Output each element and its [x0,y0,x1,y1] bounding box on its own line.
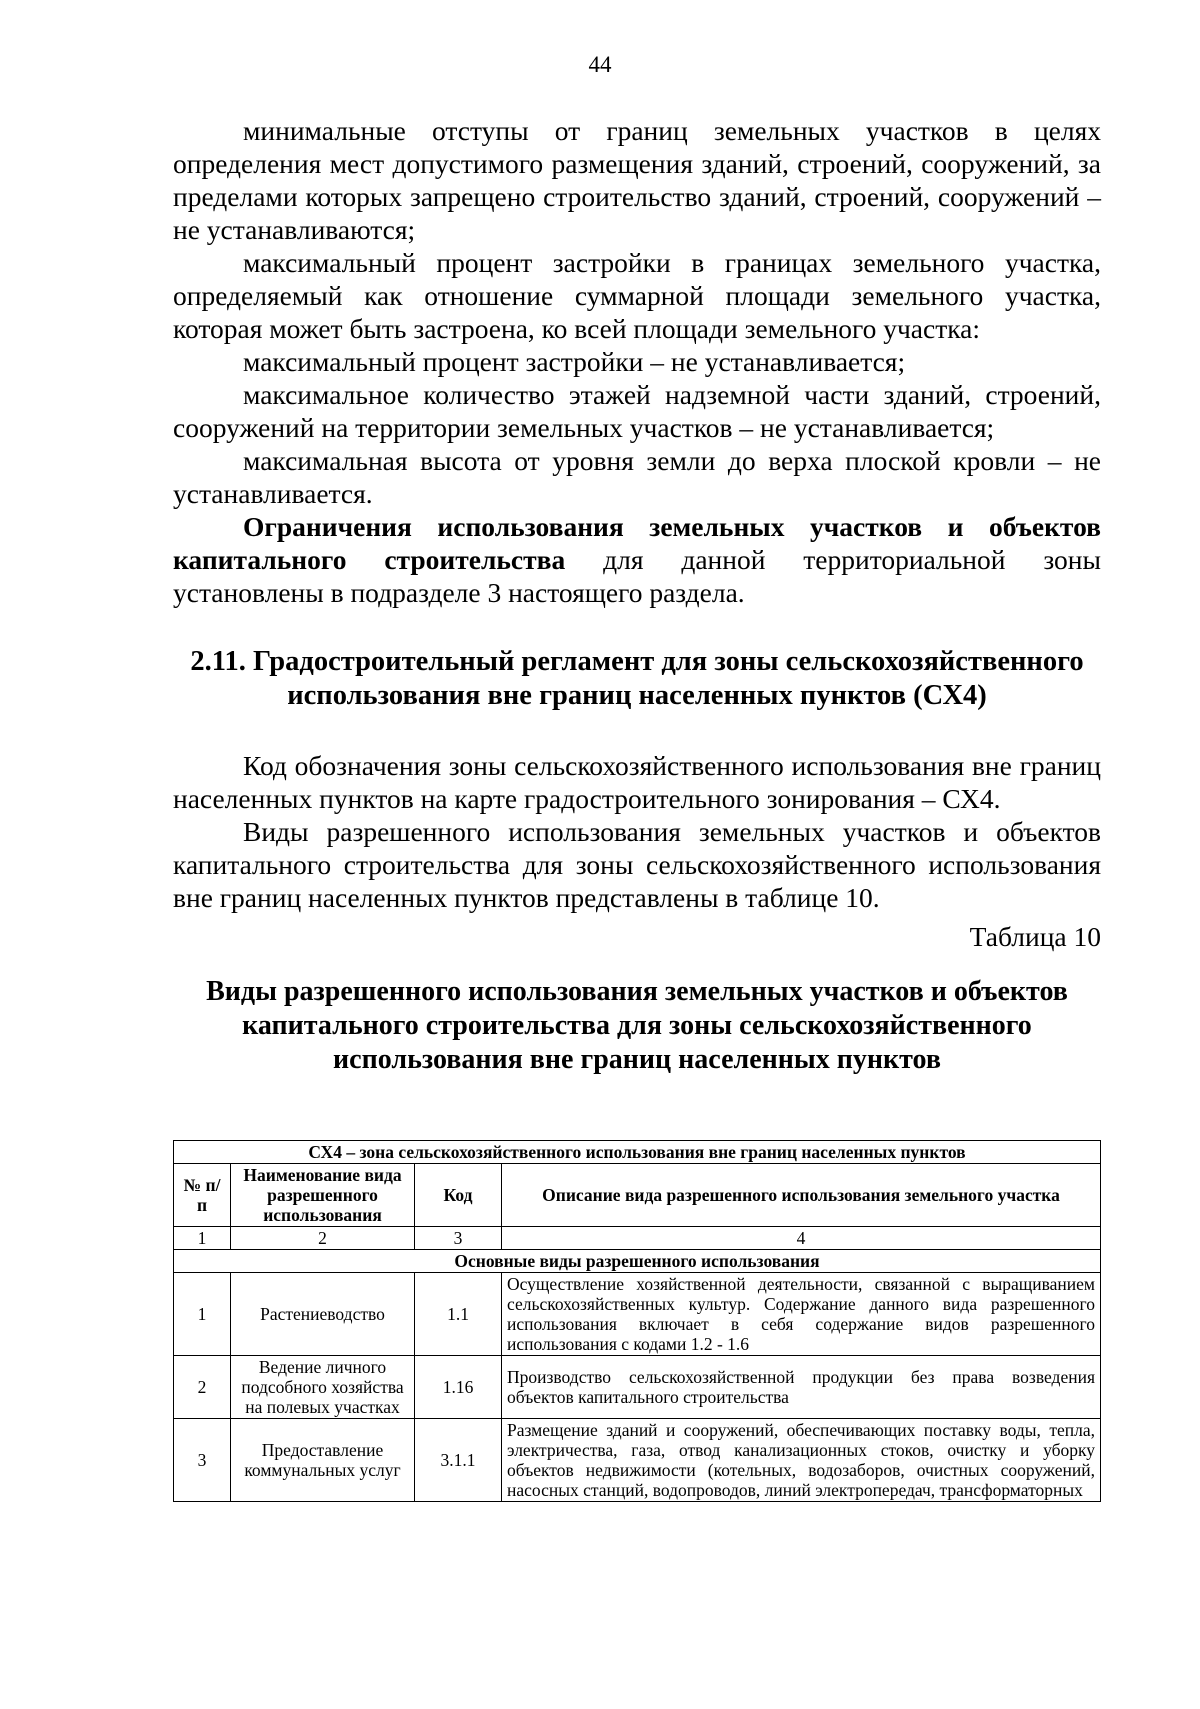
table-caption: Таблица 10 [969,921,1101,952]
table-row [174,1419,1101,1502]
table-row [174,1273,1101,1356]
row-use-name: Растениеводство [231,1273,415,1356]
section-heading: 2.11. Градостроительный регламент для зоны сельскохозяйственного использования вне границ населенных пунктов (СХ4) [190,646,1084,711]
row-number: 1 [174,1273,231,1356]
column-header-name: Наименование вида разрешенного использования [231,1164,415,1227]
table-column-numbers-row [174,1227,1101,1250]
row-description: Осуществление хозяйственной деятельности, связанной с выращиванием сельскохозяйственных культур. Содержание данного вида разрешенного использования включает в себя содержание видов разрешенного использования с кодами 1.2 - 1.6 [502,1273,1101,1356]
paragraph-zone-code: Код обозначения зоны сельскохозяйственного использования вне границ населенных пунктов на карте градостроительного зонирования – СХ4. [173,750,1101,814]
column-header-code: Код [415,1164,502,1227]
paragraph-max-coverage-definition: максимальный процент застройки в границах земельного участка, определяемый как отношение суммарной площади земельного участка, которая может быть застроена, ко всей площади земельного участка: [173,247,1101,344]
zone-header: СХ4 – зона сельскохозяйственного использования вне границ населенных пунктов [174,1141,1101,1164]
document-body [173,114,1101,1077]
table-title: Виды разрешенного использования земельных участков и объектов капитального строительства для зоны сельскохозяйственного использования вне границ населенных пунктов [206,976,1068,1075]
table-group-header-row [174,1250,1101,1273]
row-number: 3 [174,1419,231,1502]
paragraph-max-floors: максимальное количество этажей надземной части зданий, строений, сооружений на территории земельных участков – не устанавливается; [173,379,1101,443]
column-header-number: № п/п [174,1164,231,1227]
column-number: 4 [502,1227,1101,1250]
restrictions-bold-text: Ограничения использования земельных участков и объектов капитального строительства [173,511,1101,575]
paragraph-setbacks: минимальные отступы от границ земельных участков в целях определения мест допустимого размещения зданий, строений, сооружений, за пределами которых запрещено строительство зданий, строений, сооружений – не устанавливаются; [173,115,1101,245]
page-number: 44 [588,52,612,77]
table-container [173,1140,1101,1502]
row-description: Размещение зданий и сооружений, обеспечивающих поставку воды, тепла, электричества, газа, отвод канализационных стоков, очистку и уборку объектов недвижимости (котельных, водозаборов, очистных сооружений, насосных станций, водопроводов, линий электропередач, трансформаторных [502,1419,1101,1502]
row-description: Производство сельскохозяйственной продукции без права возведения объектов капитального строительства [502,1356,1101,1419]
paragraph-uses-intro: Виды разрешенного использования земельных участков и объектов капитального строительства для зоны сельскохозяйственного использования вне границ населенных пунктов представлены в таблице 10. [173,816,1101,913]
row-code: 1.1 [415,1273,502,1356]
row-code: 3.1.1 [415,1419,502,1502]
restrictions-text: для данной территориальной зоны установлены в подразделе 3 настоящего раздела. [173,544,1101,608]
paragraph-max-height: максимальная высота от уровня земли до верха плоской кровли – не устанавливается. [173,445,1101,509]
table-row [174,1356,1101,1419]
row-code: 1.16 [415,1356,502,1419]
table-header-row [174,1164,1101,1227]
paragraph-restrictions [173,510,1101,609]
column-number: 3 [415,1227,502,1250]
table-zone-header-row [174,1141,1101,1164]
uses-table [173,1140,1101,1502]
row-use-name: Предоставление коммунальных услуг [231,1419,415,1502]
column-header-description: Описание вида разрешенного использования земельного участка [502,1164,1101,1227]
row-use-name: Ведение личного подсобного хозяйства на полевых участках [231,1356,415,1419]
column-number: 1 [174,1227,231,1250]
row-number: 2 [174,1356,231,1419]
column-number: 2 [231,1227,415,1250]
paragraph-max-coverage: максимальный процент застройки – не устанавливается; [243,346,906,377]
group-header: Основные виды разрешенного использования [174,1250,1101,1273]
